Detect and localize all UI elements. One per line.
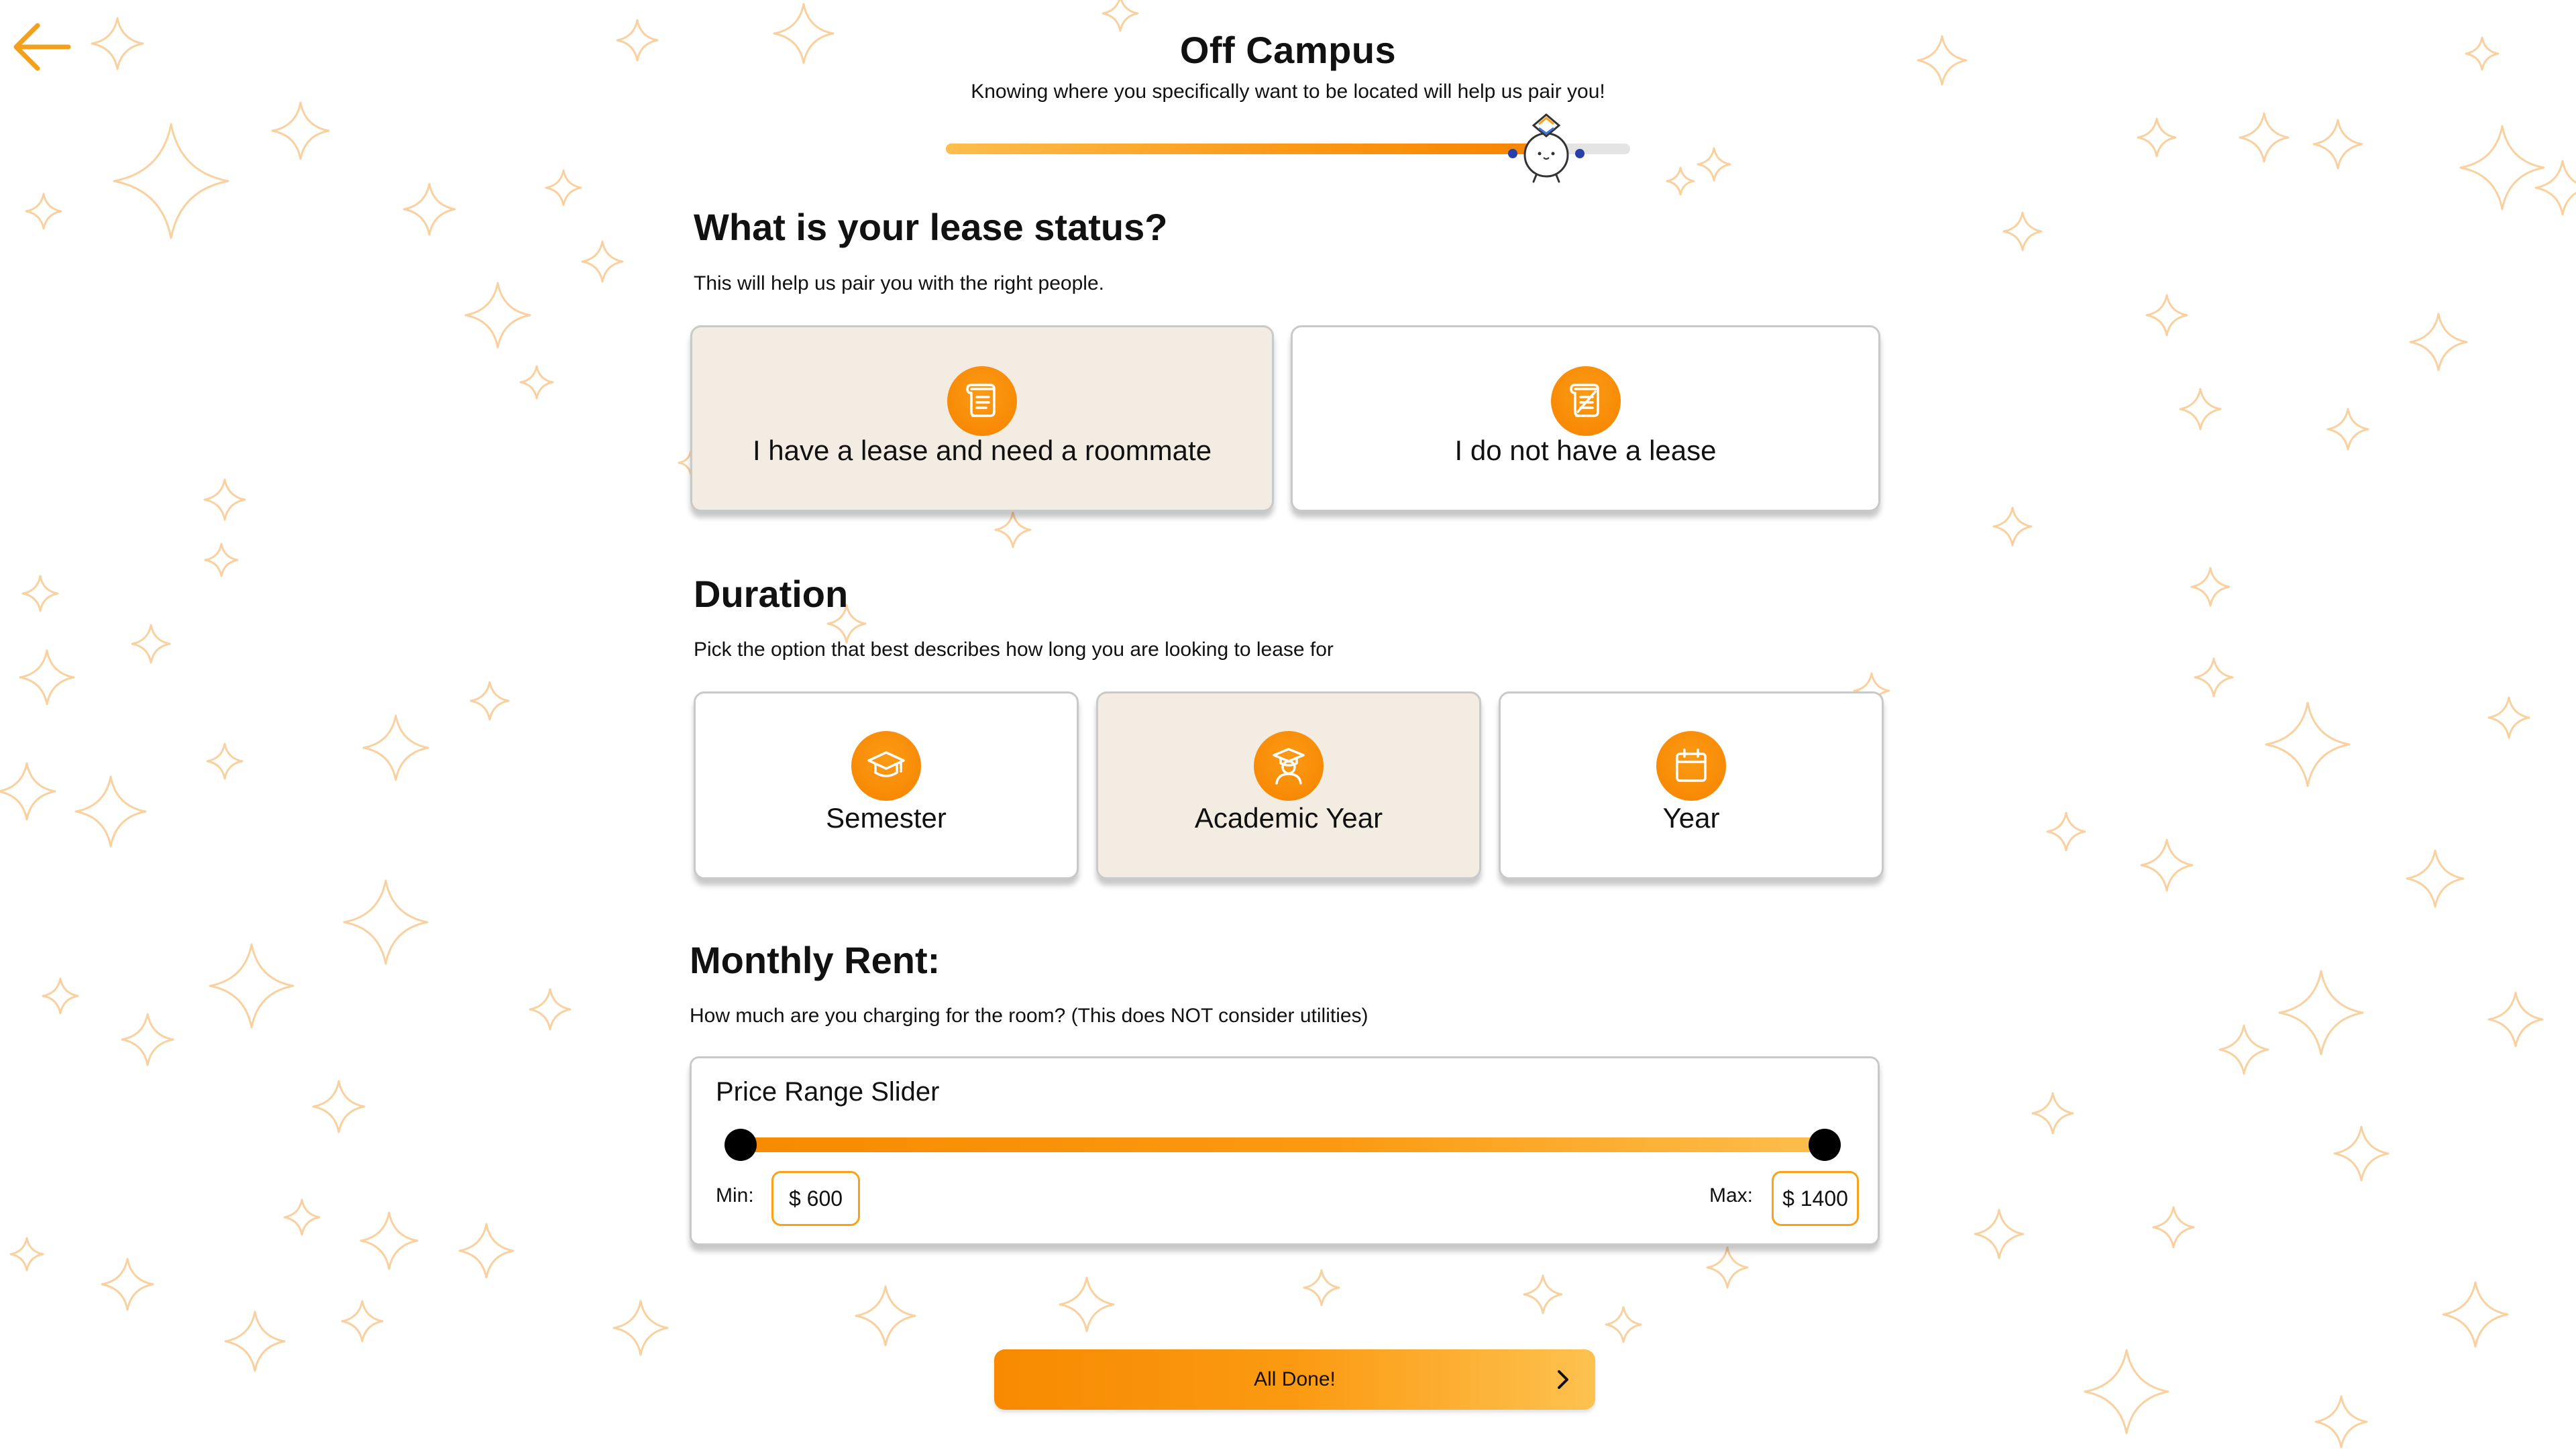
min-price-input[interactable]: $ 600 <box>771 1171 860 1226</box>
mascot-icon <box>1503 111 1590 184</box>
sparkle-star <box>76 777 146 846</box>
sparkle-star <box>2314 120 2362 168</box>
scroll-icon <box>947 366 1017 436</box>
sparkle-star <box>2489 993 2542 1046</box>
duration-option-year[interactable] <box>1499 691 1884 879</box>
sparkle-star <box>2443 1282 2508 1347</box>
price-range-card <box>690 1056 1880 1245</box>
sparkle-star <box>996 512 1030 547</box>
sparkle-star <box>2220 1025 2268 1074</box>
graduate-icon <box>1254 731 1324 801</box>
sparkle-star <box>122 1014 173 1065</box>
sparkle-star <box>614 1301 667 1355</box>
sparkle-star <box>1606 1307 1641 1342</box>
sparkle-star <box>2489 697 2529 738</box>
all-done-label: All Done! <box>1254 1368 1336 1390</box>
sparkle-star <box>2461 126 2544 209</box>
duration-option-label: Academic Year <box>1194 802 1383 834</box>
lease-description: This will help us pair you with the right people. <box>694 272 1104 294</box>
sparkle-star <box>2316 1396 2367 1447</box>
sparkle-star <box>2047 813 2085 850</box>
max-label: Max: <box>1709 1184 1754 1207</box>
lease-option-no-lease[interactable] <box>1291 325 1880 512</box>
sparkle-star <box>521 366 553 398</box>
page-title: Off Campus <box>1179 29 1397 71</box>
sparkle-star <box>313 1081 364 1132</box>
sparkle-star <box>2279 971 2363 1054</box>
sparkle-star <box>272 103 329 159</box>
lease-option-have-lease[interactable] <box>690 325 1274 512</box>
sparkle-star <box>1707 1247 1748 1288</box>
sparkle-star <box>344 881 427 964</box>
sparkle-star <box>2153 1207 2194 1247</box>
sparkle-star <box>856 1286 915 1345</box>
page-subtitle: Knowing where you specifically want to be located will help us pair you! <box>971 80 1605 103</box>
sparkle-star <box>1524 1276 1562 1313</box>
duration-option-academic-year[interactable] <box>1096 691 1481 879</box>
sparkle-star <box>1667 168 1694 194</box>
duration-option-semester[interactable] <box>694 691 1079 879</box>
calendar-icon <box>1656 731 1726 801</box>
sparkle-star <box>207 744 242 779</box>
price-slider-track[interactable] <box>741 1137 1825 1152</box>
sparkle-star <box>546 170 581 205</box>
rent-description: How much are you charging for the room? (This does NOT consider utilities) <box>690 1005 1368 1027</box>
graduation-cap-icon <box>851 731 921 801</box>
sparkle-star <box>471 682 508 720</box>
sparkle-star <box>210 944 293 1027</box>
rent-heading: Monthly Rent: <box>690 939 941 981</box>
sparkle-star <box>2334 1127 2388 1180</box>
sparkle-star <box>342 1301 382 1341</box>
duration-description: Pick the option that best describes how long you are looking to lease for <box>694 638 1334 661</box>
sparkle-star <box>460 1224 513 1278</box>
sparkle-star <box>205 480 245 520</box>
duration-heading: Duration <box>694 573 849 615</box>
all-done-button[interactable] <box>994 1349 1595 1410</box>
sparkle-star <box>2192 568 2229 606</box>
scroll-crossed-icon <box>1551 366 1621 436</box>
sparkle-star <box>1103 0 1138 31</box>
sparkle-star <box>132 625 170 663</box>
sparkle-star <box>1060 1278 1114 1331</box>
lease-heading: What is your lease status? <box>694 206 1168 248</box>
sparkle-star <box>205 544 237 576</box>
sparkle-star <box>582 241 623 282</box>
sparkle-star <box>26 194 61 229</box>
sparkle-star <box>2033 1093 2073 1133</box>
slider-title: Price Range Slider <box>716 1077 940 1107</box>
sparkle-star <box>361 1213 417 1269</box>
sparkle-star <box>0 763 55 820</box>
sparkle-star <box>2407 850 2463 907</box>
max-price-input[interactable]: $ 1400 <box>1772 1171 1859 1226</box>
sparkle-star <box>23 576 58 611</box>
lease-option-label: I do not have a lease <box>1454 435 1717 466</box>
price-slider-min-handle[interactable] <box>724 1129 757 1161</box>
sparkle-star <box>2141 840 2192 891</box>
min-label: Min: <box>716 1184 754 1207</box>
sparkle-star <box>43 979 78 1013</box>
sparkle-star <box>364 716 428 780</box>
sparkle-star <box>2328 409 2368 449</box>
sparkle-star <box>2240 113 2288 162</box>
sparkle-star <box>2180 389 2220 429</box>
lease-option-label: I have a lease and need a roommate <box>752 435 1212 466</box>
price-slider-max-handle[interactable] <box>1809 1129 1841 1161</box>
sparkle-star <box>2195 659 2233 696</box>
sparkle-star <box>2410 314 2467 370</box>
sparkle-star <box>404 184 455 235</box>
sparkle-star <box>20 651 74 704</box>
duration-option-label: Year <box>1662 802 1720 834</box>
sparkle-star <box>1698 148 1730 180</box>
sparkle-star <box>1994 508 2031 545</box>
chevron-right-icon <box>1551 1367 1575 1392</box>
sparkle-star <box>11 1238 43 1270</box>
sparkle-star <box>114 124 228 238</box>
sparkle-star <box>2536 161 2576 215</box>
sparkle-star <box>225 1312 284 1371</box>
progress-fill <box>946 144 1541 154</box>
sparkle-star <box>102 1259 153 1310</box>
sparkle-star <box>2138 119 2176 156</box>
sparkle-star <box>466 283 530 347</box>
sparkle-star <box>1975 1210 2023 1258</box>
sparkle-star <box>2004 213 2041 250</box>
sparkle-star <box>2085 1350 2168 1433</box>
sparkle-star <box>1304 1270 1339 1305</box>
sparkle-star <box>2266 703 2349 786</box>
sparkle-star <box>284 1200 319 1235</box>
sparkle-star <box>2147 295 2187 335</box>
duration-option-label: Semester <box>826 802 947 834</box>
sparkle-star <box>530 989 570 1029</box>
